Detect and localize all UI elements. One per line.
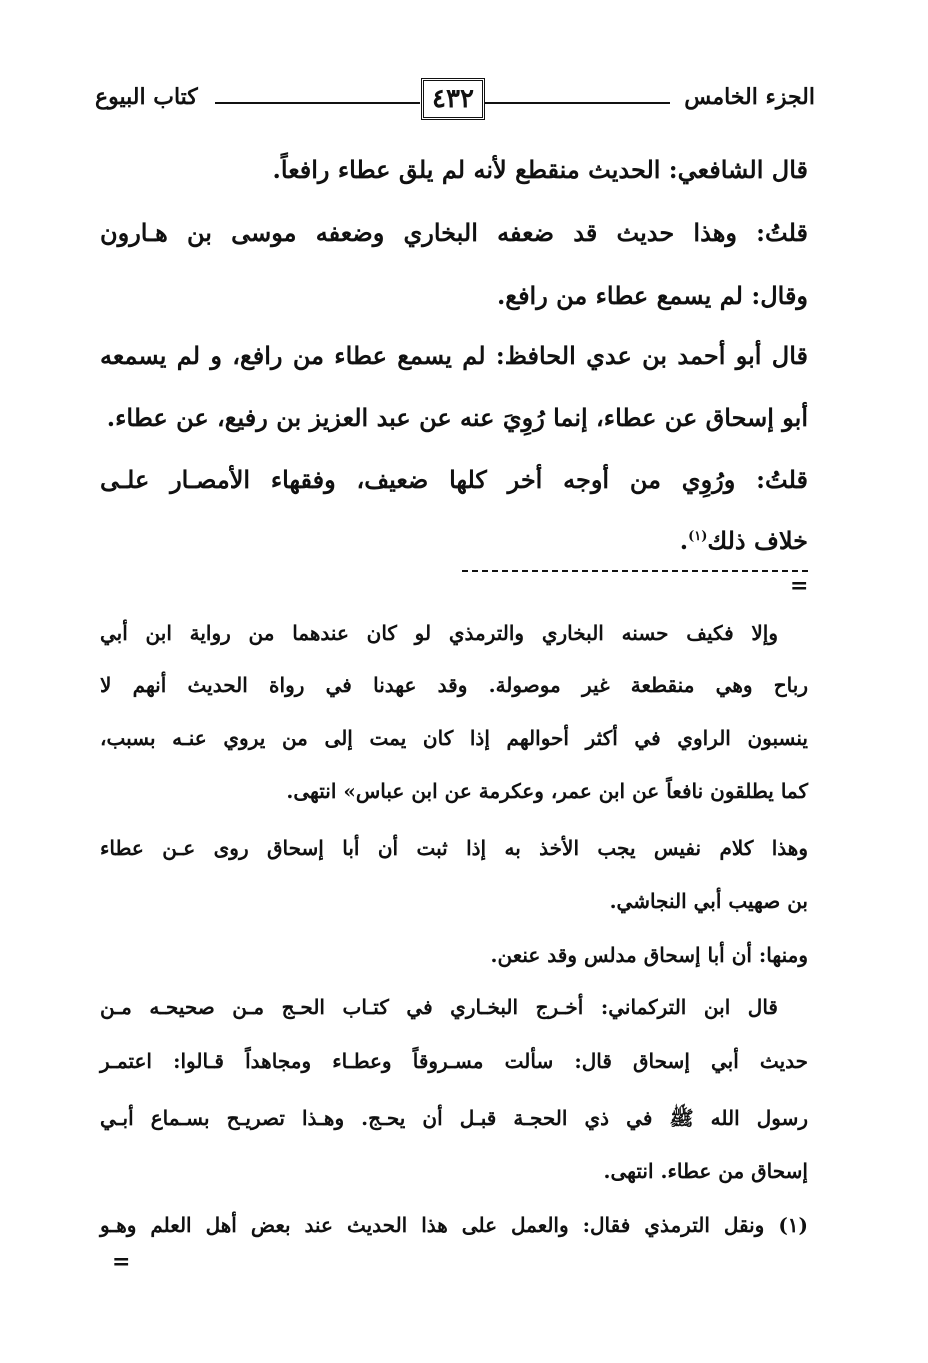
text-line: قلتُ: وهذا حديث قد ضعفه البخاري وضعفه موسى بن هـارون bbox=[100, 218, 808, 247]
text-line: قلتُ: ورُوِي من أوجه أخر كلها ضعيف، وفقهاء الأمصـار علـى bbox=[100, 465, 808, 494]
book-title: كتاب البيوع bbox=[95, 84, 198, 110]
footnote-line: رسول الله ﷺ في ذي الحجـة قبـل أن يحـج. وهـذا تصريـح بسـماع أبـي bbox=[100, 1106, 808, 1130]
footnote-line: وهذا كلام نفيس يجب الأخذ به إذا ثبت أن أبا إسحاق روى عـن عطاء bbox=[100, 836, 808, 860]
footnote-line: (١) ونقل الترمذي فقال: والعمل على هذا الحديث عند بعض أهل العلم وهـو bbox=[100, 1213, 808, 1237]
continuation-mark: = bbox=[790, 573, 809, 599]
header-rule-left bbox=[215, 102, 420, 104]
footnote-line: بن صهيب أبي النجاشي. bbox=[609, 889, 808, 913]
footnote-line: ومنها: أن أبا إسحاق مدلس وقد عنعن. bbox=[490, 943, 808, 967]
footnote-line: كما يطلقون نافعاً عن ابن عمر، وعكرمة عن ابن عباس» انتهى. bbox=[286, 779, 808, 803]
footnote-reference: (١) bbox=[688, 529, 708, 544]
header-rule-right bbox=[485, 102, 670, 104]
text-line: خلاف ذلك$^{(١)}$. bbox=[679, 526, 808, 555]
text-line: أبو إسحاق عن عطاء، إنما رُوِيَ عنه عن عبد العزيز بن رفيع، عن عطاء. bbox=[106, 403, 808, 432]
footnote-line: ينسبون الراوي في أكثر أحوالهم إذا كان يمت إلى من يروي عنـه بسبب، bbox=[100, 726, 808, 750]
footnote-separator bbox=[462, 570, 808, 572]
text-line: قال أبو أحمد بن عدي الحافظ: لم يسمع عطاء من رافع، و لم يسمعه bbox=[100, 341, 808, 370]
text-line: وقال: لم يسمع عطاء من رافع. bbox=[496, 281, 808, 310]
page-header bbox=[95, 78, 815, 130]
footnote-line: وإلا فكيف حسنه البخاري والترمذي لو كان عندهما من رواية ابن أبي bbox=[100, 621, 778, 645]
volume-title: الجزء الخامس bbox=[684, 84, 815, 110]
page-number: ٤٣٢ bbox=[421, 78, 485, 120]
footnote-line: حديث أبي إسحاق قال: سألت مسـروقاً وعطـاء ومجاهداً قـالوا: اعتمـر bbox=[100, 1049, 808, 1073]
footnote-line: رباح وهي منقطعة غير موصولة. وقد عهدنا في رواة الحديث أنهم لا bbox=[100, 673, 808, 697]
footnote-line: قال ابن التركماني: أخـرج البخـاري في كتـاب الحـج مـن صحيحـه مـن bbox=[100, 995, 778, 1019]
continuation-mark-bottom: = bbox=[112, 1249, 131, 1275]
footnote-line: إسحاق من عطاء. انتهى. bbox=[603, 1159, 808, 1183]
text-line: قال الشافعي: الحديث منقطع لأنه لم يلق عطاء رافعاً. bbox=[272, 155, 808, 184]
